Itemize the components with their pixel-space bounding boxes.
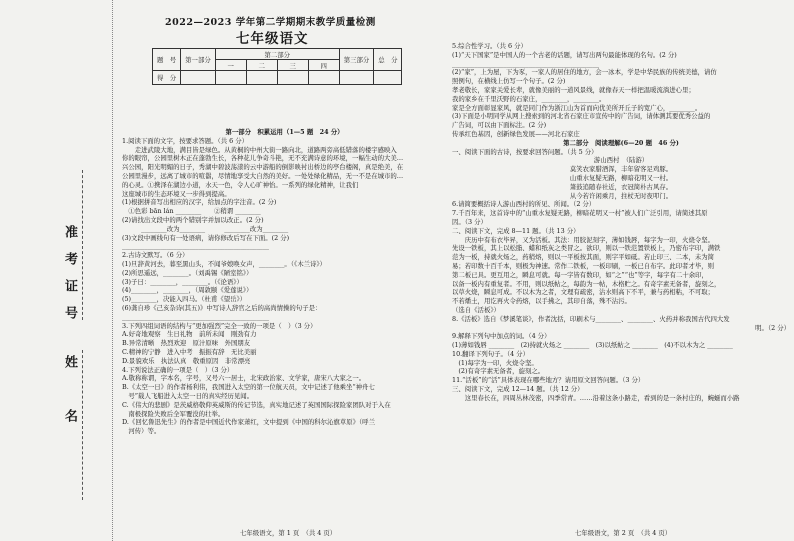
subject-title: 七年级语文	[236, 31, 309, 47]
text-line: 先设一铁板，其上以松脂、蜡和纸灰之类冒之。欲印，则以一铁范置铁板上，乃密布字印，满铁	[452, 244, 721, 253]
text-line: 这座城市的生态环境又一步得到提高。	[122, 189, 231, 198]
score-blank[interactable]	[277, 71, 308, 85]
text-line: C.《伟大的悲剧》是茨威格敬仰英威斯的传记节选，真实地记述了英国国际探险家团队对于入在	[122, 400, 391, 409]
text-line: ______________________________________________	[452, 59, 599, 68]
text-line: 山重水复疑无路，柳暗花明又一村。	[569, 173, 673, 182]
text-line: 箫鼓追随春社近，衣冠简朴古风存。	[569, 182, 673, 191]
page-footer-left: 七年级语文，第 1 页 （共 4 页）	[240, 529, 337, 537]
text-line: 传承红色基因，创新绿色发展——河北石家庄	[452, 129, 580, 138]
text-line: (1)旦辞黄河去，暮至黑山头，不闻爷娘唤女声，________。（《木兰诗》）	[122, 259, 326, 268]
text-line: (5)________，决能入四马。（杜甫《望岳》）	[122, 295, 247, 304]
text-line: 以草火烧，瞬息可成。不以木为之者，文理有疏密，沾水则高下不平，兼与药相粘，不可取；	[452, 288, 715, 297]
text-line: 1.阅读下面的文字，按要求答题。（共 6 分）	[122, 136, 249, 145]
text-line: 2.古诗文默写。（6 分）	[122, 251, 189, 260]
score-blank[interactable]	[374, 71, 402, 85]
text-line: ________改为________ ________改为________	[122, 224, 289, 233]
text-line: 我的家乡在千里沃野的石家庄，________，________。	[452, 94, 606, 103]
text-line: ①色彩 bān lán ________ ②稍谓 ________	[122, 207, 261, 216]
text-line: 9.解释下列句中加点的词。（4 分）	[452, 332, 551, 341]
text-line: ______________________________________________	[122, 312, 269, 321]
text-line: (3)子曰：________，________。（《论语》）	[122, 277, 243, 286]
text-line: 以备一板内有重复者。不用，则以纸帖之，每韵为一帖，木格贮之。有奇字素无备者，旋刻之，	[452, 279, 721, 288]
text-line: 不若燔土，用讫再火令药熔，以手拂之，其印自落，殊不沾污。	[452, 297, 631, 306]
text-line: 孝老敬长，家家关爱长辈，就像美丽的一道风景线，就像春天一样把温暖流淌进心里；	[452, 85, 695, 94]
binding-divider	[112, 0, 113, 541]
right-column	[452, 42, 790, 403]
text-line: (1)根据拼音写出相应的汉字，给加点的字注音。(2 分)	[122, 198, 277, 207]
text-line: C.精神的宁静 进入中考 振振有辞 无比美丽	[122, 347, 257, 356]
exam-title: 2022—2023 学年第二学期期末教学质量检测	[165, 17, 376, 28]
score-blank[interactable]	[339, 71, 374, 85]
text-line: 第二部分 阅读理解(6—20 题 46 分)	[563, 138, 679, 147]
text-line: (2)有奇字素无备者，旋刻之。	[452, 367, 545, 376]
text-line: B.《太空一日》的作者杨利伟，我国进入太空的第一位航天员，文中记述了他乘坐“神舟七	[122, 383, 375, 392]
text-line: 广告词，可以由下面标注。(2 分)	[452, 121, 547, 130]
text-line: (1)每字为一印，火烧令坚。	[452, 358, 538, 367]
text-line: A.敬称称谓，字本名，字号，又号六一居士，北宋政治家、文学家，唐宋八大家之一。	[122, 374, 366, 383]
score-sub-4: 四	[308, 60, 339, 71]
score-sub-1: 一	[215, 60, 246, 71]
text-line: D.《回忆鲁迅先生》的作者是中国近代作家萧红，文中提到《中国的科尔沁旗草原》（呼兰	[122, 418, 375, 427]
text-line: 走进武陵大地，满目皆是绿色。从黄桐的中州大街一路向北，道路两旁高低错落的楼宇感映入	[122, 145, 397, 154]
score-blank[interactable]	[181, 71, 216, 85]
text-line: 一、阅读下面的古诗，按要求回答问题。（共 5 分）	[452, 147, 598, 156]
text-line: 明。（2 分）	[755, 323, 790, 332]
text-line: (3)文段中画线句有一处语病，请你修改后写在下面。(2 分)	[122, 233, 290, 242]
score-blank[interactable]	[308, 71, 339, 85]
text-line: ______________________________________________	[122, 242, 269, 251]
binding-dashed-line-top	[82, 170, 83, 320]
text-line: (6)龚自珍《己亥杂诗(其五)》中写诗人辞官之后的高尚情操的句子是：	[122, 303, 322, 312]
text-line: 11.“活板”的“活”具体表现在哪些地方？请用原文回答问题。（3 分）	[452, 376, 645, 385]
binding-margin	[0, 0, 118, 541]
text-line: 这里春长在，四周丛林茂密，四季常青。……沿着这条小路走，看到的是一条村庄的，蜿蜒而小路	[452, 393, 740, 402]
text-line: 范为一板，持就火炀之，药稍熔，则以一平板按其面，则字平如砥。若止印三、二本，未为简	[452, 253, 715, 262]
score-blank[interactable]	[215, 71, 246, 85]
score-cell-part2: 第二部分	[215, 49, 339, 60]
text-line: (1)薄如钱唇 ________ (2)持就火炀之 ________ (3)以纸帖之 ________ (4)不以木为之 ________	[452, 341, 733, 350]
name-label: 姓 名	[62, 355, 77, 436]
score-sub-2: 二	[246, 60, 277, 71]
text-line: (4)________，________，（周敦颐《爱莲说》）	[122, 286, 253, 295]
score-cell-label: 题 号	[153, 49, 181, 71]
score-blank[interactable]	[246, 71, 277, 85]
text-line: （选自《活板》）	[452, 305, 500, 314]
text-line: D.景貌欢乐 执法认真 敬重原因 非常漂亮	[122, 356, 251, 365]
score-cell-total: 总 分	[374, 49, 402, 71]
text-line: (2)“家”，上为屋，下为豕，一家人的居住的地方，会一冰本，学是中华民族的传统美德，请仿	[452, 68, 717, 77]
text-line: 三、阅读下文，完成 12—14 题。（共 12 分）	[452, 385, 584, 394]
text-line: 南极探险失败后全军覆没的壮举。	[122, 409, 225, 418]
text-line: 河传）等。	[122, 427, 161, 436]
exam-number-label: 准考证号	[62, 225, 77, 333]
text-line: 5.综合性学习。（共 6 分）	[452, 42, 527, 50]
text-line: 10.翻译下列句子。（4 分）	[452, 349, 529, 358]
page-footer-right: 七年级语文，第 2 页 （共 4 页）	[575, 529, 672, 537]
text-line: 你的眼帘，公园里树木正在蓬勃生长，各种花儿争奇斗艳，无不充满诗意的环境，一幅生动的大美…	[122, 154, 404, 163]
score-sub-3: 三	[277, 60, 308, 71]
text-line: 第一部分 积累运用（1—5 题 24 分）	[225, 128, 344, 136]
score-cell-part3: 第三部分	[339, 49, 374, 71]
text-line: 照例句，在横线上仿写一个句子。(2 分)	[452, 77, 566, 86]
text-line: 家是全方面彰显家风，就是同门作为浙江山为首而向优美所开丘子的宽广心，________。	[452, 103, 702, 112]
text-line: 从今若许闲乘月，拄杖无时夜叩门。	[569, 191, 673, 200]
text-line: 公园里漫步，远离了城市的喧嚣，尽情地享受大自然的美好。一处处绿化精品，无一不是在城市的…	[122, 171, 404, 180]
text-line: 兴公园，阳光明媚的日子，秀湖中碧波荡漾的云中游船的倒影映衬出桥边的亭台楼阁，真是绝美，在	[122, 163, 404, 172]
text-line: 6.请简要概括诗人游山西村的所见、所闻。（2 分）	[452, 200, 596, 209]
text-line: 二、阅读下文，完成 8—11 题。（共 13 分）	[452, 226, 580, 235]
left-column	[122, 128, 447, 436]
text-line: 第二板已具。更互用之，瞬息可就。每一字皆有数印，如“之”“也”等字，每字有二十余印，	[452, 270, 708, 279]
text-line: A.好奇地观察 生日礼物 前所未闻 刚劲有力	[122, 330, 257, 339]
text-line: (2)请找出文段中的两个错别字并加以改正。(2 分)	[122, 215, 264, 224]
text-line: 8.《活板》选自《梦溪笔谈》，作者沈括，印刷术与________、________、火药并称我国古代四大发	[452, 314, 730, 323]
score-table	[152, 48, 402, 85]
text-line: 游山西村 （陆游）	[593, 156, 649, 165]
text-line: 7.千百年来，这首诗中的“山重水复疑无路，柳暗花明又一村”被人们广泛引用，请简述其原	[452, 209, 708, 218]
text-line: B.异常清晰 热烈欢迎 原汁原味 外国朋友	[122, 339, 251, 348]
text-line: (3)下面是小明同学从网上搜索到的河北省石家庄市宣传中的广告词，请体测其要优秀公益的	[452, 112, 711, 121]
text-line: 庆历中有布衣毕昇，又为活板。其法：用胶泥刻字，薄如钱唇，每字为一印，火烧令坚。	[452, 235, 715, 244]
text-line: 莫笑农家腊酒浑，丰年留客足鸡豚。	[569, 165, 673, 174]
text-line: (1)“天下国家”是中国人的一个古老的话题，请写出两句最能体现的名句。(2 分)	[452, 50, 677, 59]
binding-dashed-line-bottom	[82, 350, 83, 500]
text-line: 的心灵。①携泽在湖边小道，水天一色，令人心旷神怡。一系列的绿化精神，让我们	[122, 180, 359, 189]
text-line: 4.下列说法正确的一项是（ ）（3 分）	[122, 365, 234, 374]
text-line: (2)所思遥远，________。（刘禹锡《陋室铭》）	[122, 268, 253, 277]
text-line: 号”载人飞船进入太空一日的真实经历见闻。	[122, 391, 254, 400]
text-line: 3.下列四组词语的结构与“更加强烈”完全一致的一项是（ ）（3 分）	[122, 321, 317, 330]
text-line: 易；若印数十百千本，则极为神速。常作二铁板，一板印刷，一板已自布字。此印者才毕，则	[452, 261, 715, 270]
score-row-label: 得 分	[153, 71, 181, 85]
text-line: 因。（3 分）	[452, 217, 487, 226]
score-cell-part1: 第一部分	[181, 49, 216, 71]
